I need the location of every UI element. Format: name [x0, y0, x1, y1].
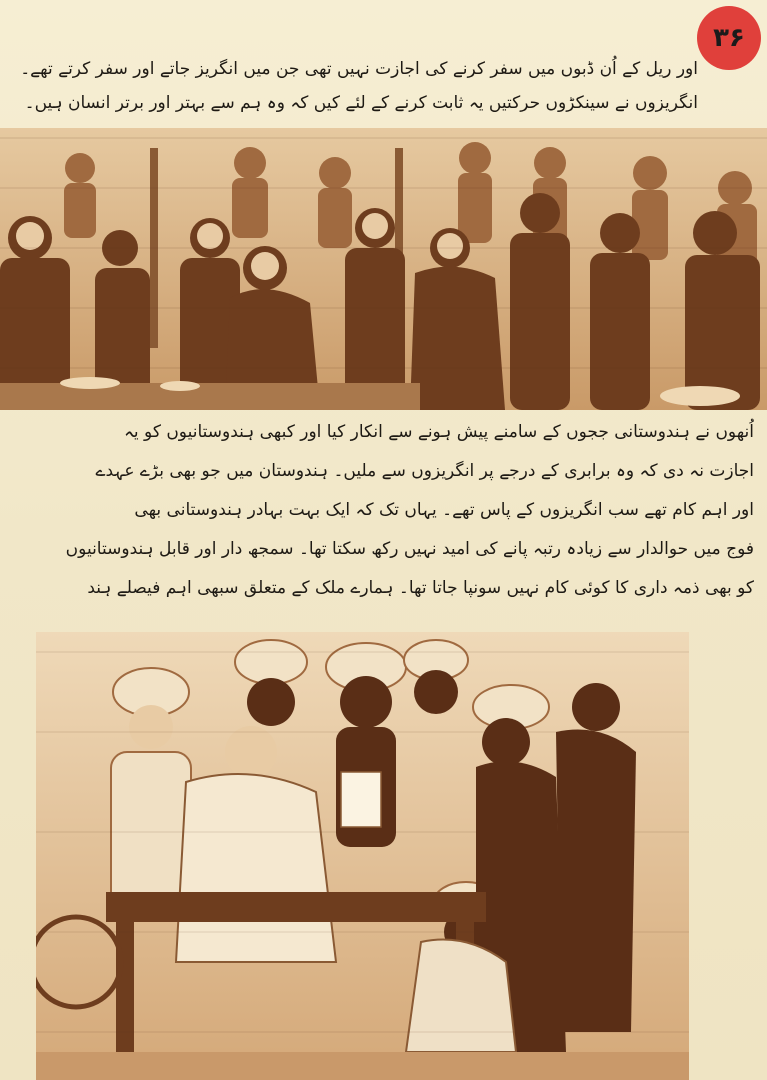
paragraph-line: اور اہم کام تھے سب انگریزوں کے پاس تھے۔ یہاں تک کہ ایک بہت بہادر ہندوستانی بھی: [134, 500, 754, 520]
paragraph-line: فوج میں حوالدار سے زیادہ رتبہ پانے کی امید نہیں رکھ سکتا تھا۔ سمجھ دار اور قابل ہندوستانیوں: [65, 539, 754, 559]
intro-line: انگریزوں نے سینکڑوں حرکتیں یہ ثابت کرنے کے لئے کیں کہ وہ ہم سے بہتر اور برتر انسان ہیں۔: [24, 93, 698, 113]
illustration-dinner-party: [0, 128, 767, 410]
paragraph-line: کو بھی ذمہ داری کا کوئی کام نہیں سونپا جاتا تھا۔ ہمارے ملک کے متعلق سبھی اہم فیصلے ہند: [87, 578, 754, 598]
officer-desk-engraving: [36, 632, 689, 1080]
intro-line: اور ریل کے اُن ڈبوں میں سفر کرنے کی اجازت نہیں تھی جن میں انگریز جاتے اور سفر کرتے تھے۔: [20, 59, 698, 79]
intro-paragraph: [8, 52, 698, 120]
dinner-party-engraving: [0, 128, 767, 410]
page-number: ۳۶: [713, 23, 745, 53]
main-paragraph: [14, 413, 754, 608]
illustration-officer-at-desk: [36, 632, 689, 1080]
paragraph-line: اُنھوں نے ہندوستانی ججوں کے سامنے پیش ہونے سے انکار کیا اور کبھی ہندوستانیوں کو یہ: [123, 422, 754, 442]
page-number-badge: [697, 6, 761, 70]
paragraph-line: اجازت نہ دی کہ وہ برابری کے درجے پر انگریزوں سے ملیں۔ ہندوستان میں جو بھی بڑے عہدے: [95, 461, 754, 481]
